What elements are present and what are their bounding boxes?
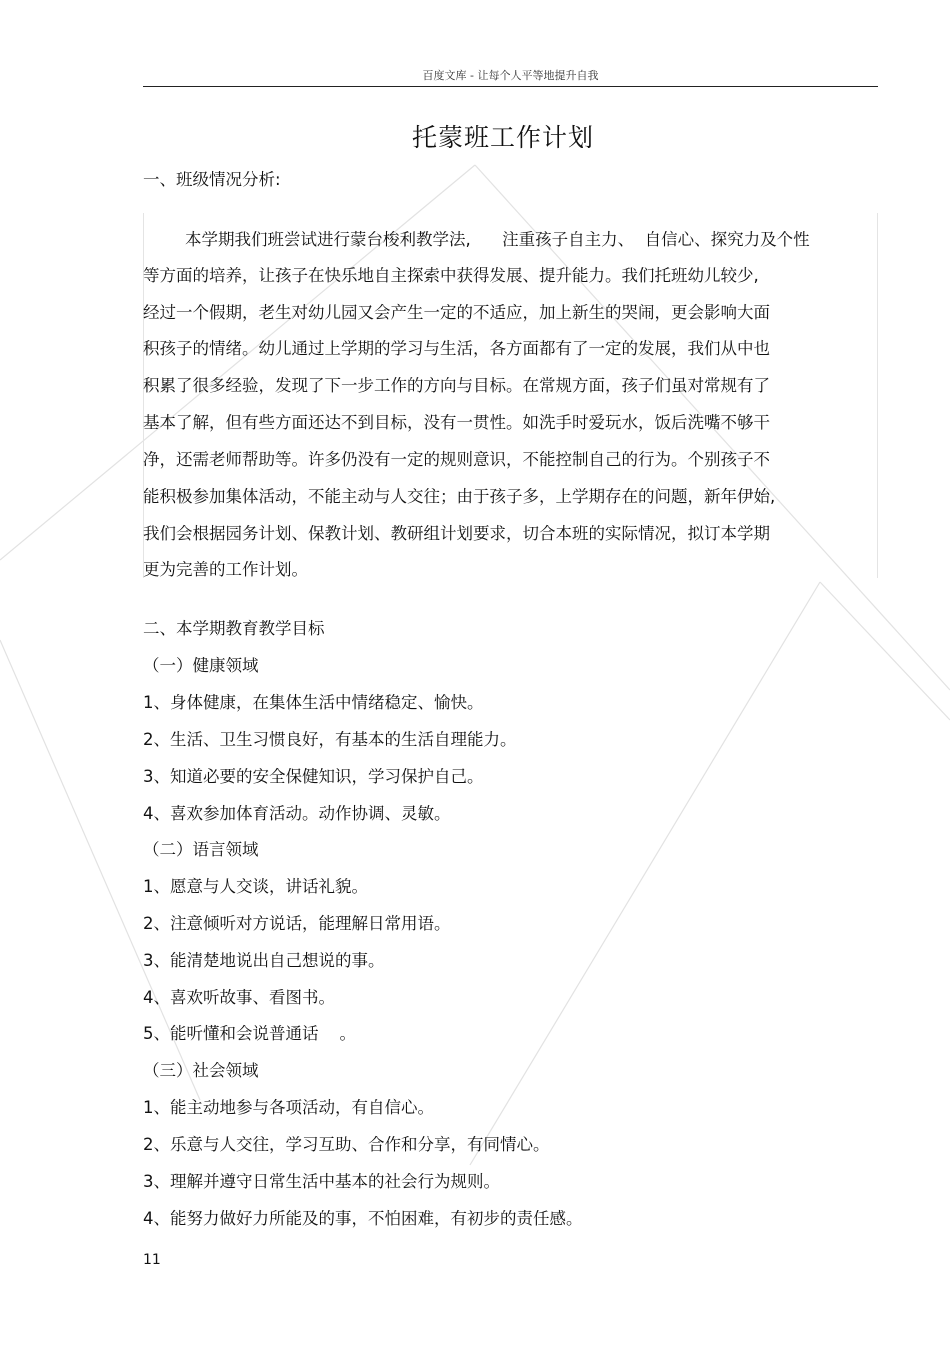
paragraph-line: 基本了解，但有些方面还达不到目标，没有一贯性。如洗手时爱玩水，饭后洗嘴不够干	[143, 413, 770, 432]
list-item: 1、身体健康，在集体生活中情绪稳定、愉快。	[143, 693, 484, 712]
paragraph-line: 等方面的培养，让孩子在快乐地自主探索中获得发展、提升能力。我们托班幼儿较少,	[143, 266, 759, 285]
list-item: 1、愿意与人交谈，讲话礼貌。	[143, 877, 368, 896]
list-item: 2、生活、卫生习惯良好，有基本的生活自理能力。	[143, 730, 517, 749]
paragraph-line: 本学期我们班尝试进行蒙台梭利教学法, 注重孩子自主力、 自信心、探究力及个性	[143, 230, 810, 249]
paragraph-line: 积累了很多经验，发现了下一步工作的方向与目标。在常规方面，孩子们虽对常规有了	[143, 376, 770, 395]
paragraph-line: 能积极参加集体活动，不能主动与人交往；由于孩子多，上学期存在的问题，新年伊始,	[143, 487, 776, 506]
domain-heading-language: （二）语言领域	[143, 840, 259, 859]
domain-heading-health: （一）健康领域	[143, 656, 259, 675]
list-item: 4、喜欢参加体育活动。动作协调、灵敏。	[143, 804, 451, 823]
paragraph-line: 净，还需老师帮助等。许多仍没有一定的规则意识，不能控制自己的行为。个别孩子不	[143, 450, 770, 469]
list-item: 2、注意倾听对方说话，能理解日常用语。	[143, 914, 451, 933]
paragraph-border-right	[877, 213, 878, 578]
paragraph-line: 积孩子的情绪。幼儿通过上学期的学习与生活，各方面都有了一定的发展，我们从中也	[143, 339, 770, 358]
page-number: 11	[143, 1252, 161, 1268]
domain-heading-social: （三）社会领域	[143, 1061, 259, 1080]
header-divider	[143, 86, 878, 87]
list-item: 3、知道必要的安全保健知识，学习保护自己。	[143, 767, 484, 786]
list-item: 1、能主动地参与各项活动，有自信心。	[143, 1098, 434, 1117]
list-item: 4、喜欢听故事、看图书。	[143, 988, 335, 1007]
paragraph-line: 我们会根据园务计划、保教计划、教研组计划要求，切合本班的实际情况，拟订本学期	[143, 524, 770, 543]
paragraph-line: 经过一个假期，老生对幼儿园又会产生一定的不适应，加上新生的哭闹，更会影响大面	[143, 303, 770, 322]
list-item: 2、乐意与人交往，学习互助、合作和分享，有同情心。	[143, 1135, 550, 1154]
page-header: 百度文库 - 让每个人平等地提升自我	[422, 69, 599, 82]
section-2-heading: 二、本学期教育教学目标	[143, 619, 325, 638]
list-item: 3、理解并遵守日常生活中基本的社会行为规则。	[143, 1172, 500, 1191]
document-title: 托蒙班工作计划	[411, 123, 594, 152]
list-item: 3、能清楚地说出自己想说的事。	[143, 951, 385, 970]
paragraph-line: 更为完善的工作计划。	[143, 560, 308, 579]
list-item: 5、能听懂和会说普通话 。	[143, 1024, 356, 1043]
section-1-heading: 一、班级情况分析:	[143, 170, 281, 189]
list-item: 4、能努力做好力所能及的事，不怕困难，有初步的责任感。	[143, 1209, 583, 1228]
